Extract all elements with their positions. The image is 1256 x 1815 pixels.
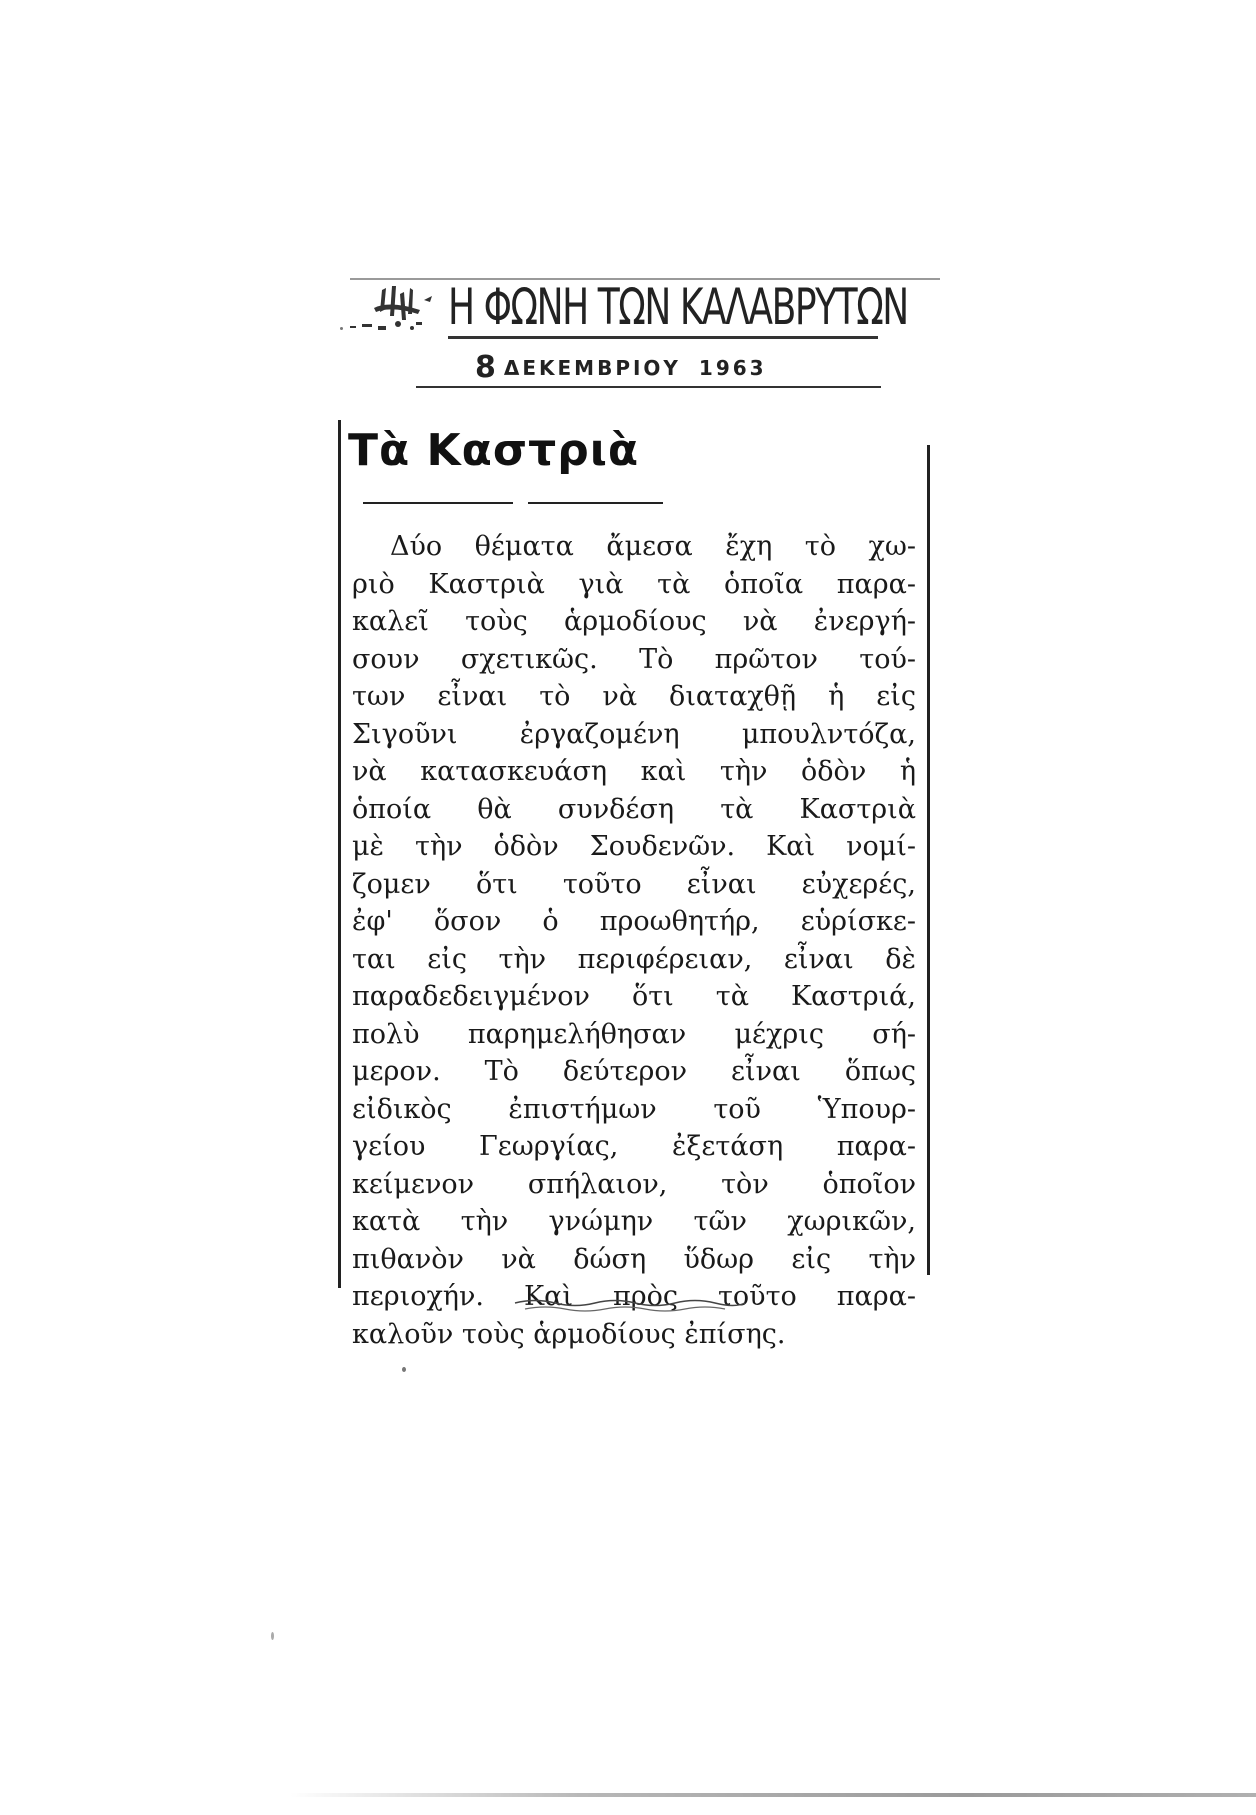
article-line: εἰδικὸς ἐπιστήμων τοῦ Ὑπουρ- — [352, 1093, 916, 1125]
title-divider — [338, 502, 920, 522]
newspaper-name: Η ΦΩΝΗ ΤΩΝ ΚΑΛΑΒΡΥΤΩΝ — [448, 278, 908, 336]
article-line: ζομεν ὅτι τοῦτο εἶναι εὐχερές, — [352, 868, 916, 900]
masthead-bottom-rule — [416, 386, 881, 388]
article-line: σουν σχετικῶς. Τὸ πρῶτον τού- — [352, 643, 916, 675]
article-line: ἐφ' ὅσον ὁ προωθητήρ, εὑρίσκε- — [352, 906, 916, 937]
masthead-title-underline — [448, 336, 878, 339]
article-line: καλεῖ τοὺς ἁρμοδίους νὰ ἐνεργή- — [352, 606, 916, 637]
article-line: πιθανὸν νὰ δώση ὕδωρ εἰς τὴν — [352, 1243, 916, 1275]
article-line: Σιγοῦνι ἐργαζομένη μπουλντόζα, — [352, 718, 916, 750]
article-line: καλοῦν τοὺς ἁρμοδίους ἐπίσης. — [352, 1318, 786, 1350]
scan-speck — [402, 1367, 406, 1372]
publication-date-day: 8 — [475, 350, 496, 385]
article-line: κείμενον σπήλαιον, τὸν ὁποῖον — [352, 1168, 916, 1200]
article-line: Δύο θέματα ἄμεσα ἔχη τὸ χω- — [390, 531, 916, 562]
article-line: νὰ κατασκευάση καὶ τὴν ὁδὸν ἡ — [352, 756, 916, 787]
scan-speck — [340, 327, 343, 330]
article-line: γείου Γεωργίας, ἐξετάση παρα- — [352, 1131, 916, 1162]
article-line: ὁποία θὰ συνδέση τὰ Καστριὰ — [352, 793, 916, 825]
article-line: των εἶναι τὸ νὰ διαταχθῇ ἡ εἰς — [352, 681, 916, 712]
article-body — [338, 528, 920, 1353]
scan-speck — [271, 1632, 274, 1640]
scan-edge-line — [290, 1793, 1256, 1797]
column-right-rule — [927, 445, 930, 1275]
article-line: περιοχήν. Καὶ πρὸς τοῦτο παρα- — [352, 1281, 916, 1312]
article-line: κατὰ τὴν γνώμην τῶν χωρικῶν, — [352, 1206, 916, 1237]
newspaper-emblem-icon — [320, 280, 450, 340]
publication-date-year: 1963 — [698, 356, 767, 380]
publication-date — [475, 350, 767, 385]
publication-date-month: ΔΕΚΕΜΒΡΙΟΥ — [503, 356, 681, 380]
article-line: ριὸ Καστριὰ γιὰ τὰ ὁποῖα παρα- — [352, 568, 916, 600]
article-end-ornament-icon — [505, 1295, 755, 1315]
article-title: Τὰ Καστριὰ — [348, 425, 640, 476]
article-line: πολὺ παρημελήθησαν μέχρις σή- — [352, 1018, 916, 1050]
article-line: παραδεδειγμένον ὅτι τὰ Καστριά, — [352, 981, 916, 1012]
article-line: ται εἰς τὴν περιφέρειαν, εἶναι δὲ — [352, 943, 916, 975]
newspaper-masthead — [320, 270, 908, 400]
title-divider-left — [363, 502, 513, 504]
article — [338, 425, 920, 1353]
article-line: μερον. Τὸ δεύτερον εἶναι ὅπως — [352, 1056, 916, 1087]
title-divider-right — [528, 502, 663, 504]
article-line: μὲ τὴν ὁδὸν Σουδενῶν. Καὶ νομί- — [352, 831, 916, 862]
